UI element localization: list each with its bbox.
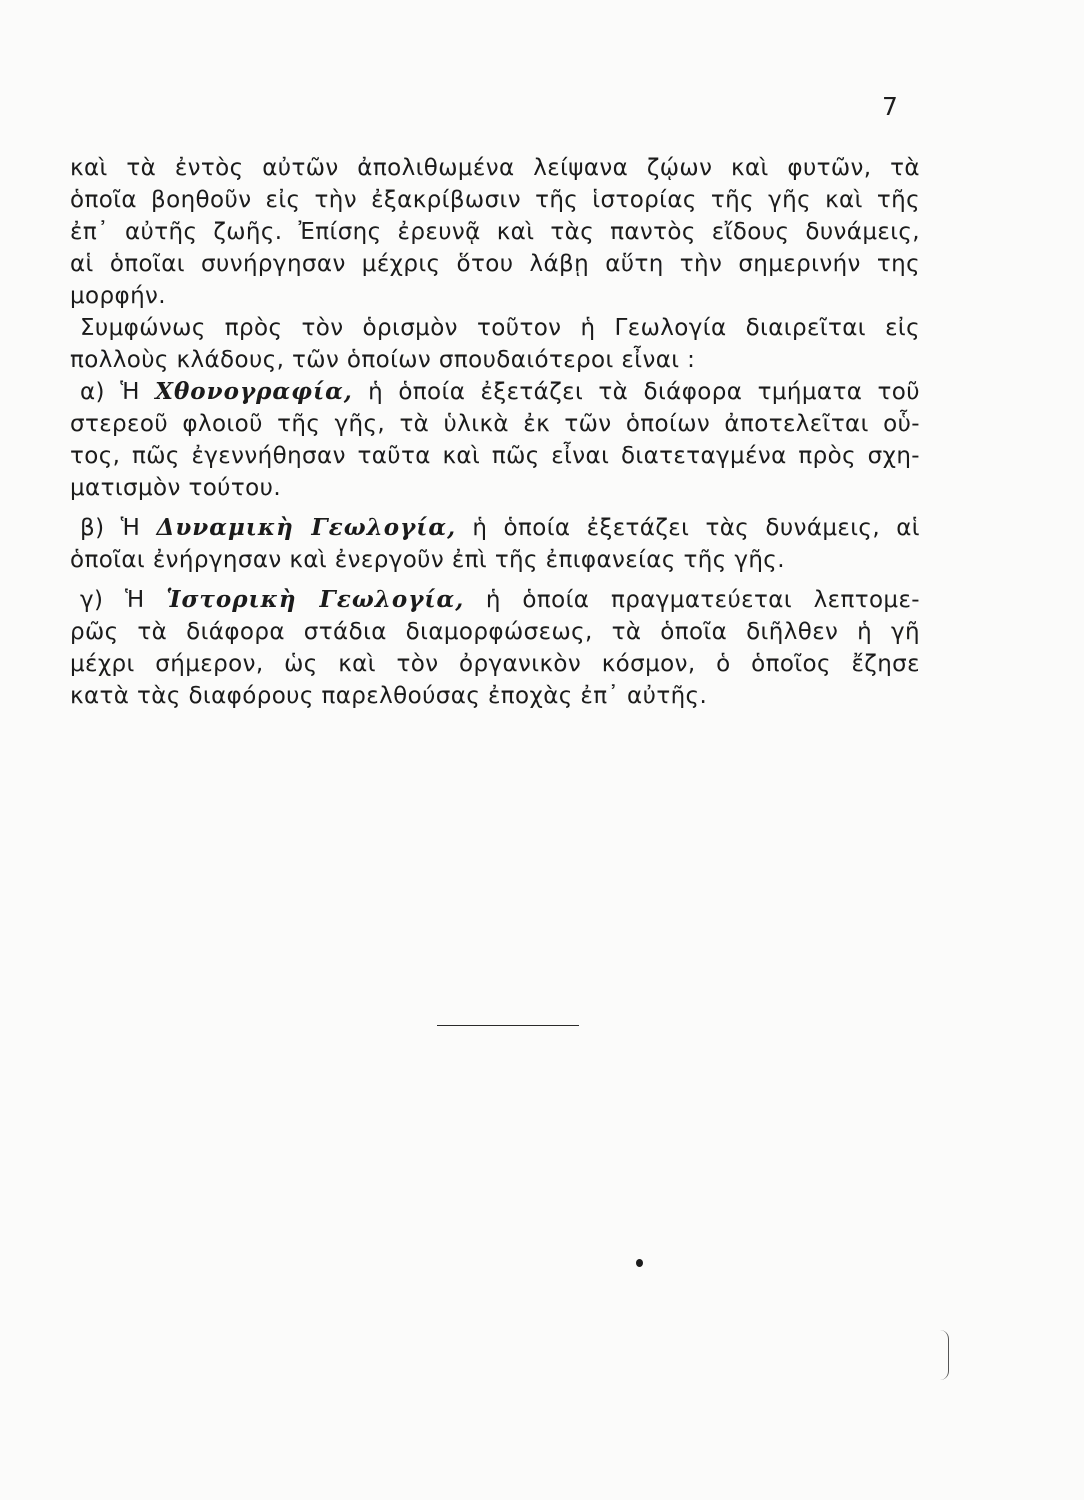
text-line: πολλοὺς κλάδους, τῶν ὁποίων σπουδαιότεροι εἶναι : [70,347,696,373]
branch-prefix: γ) Ἡ [80,587,145,613]
branch-term: Χθονογραφία, [155,378,353,405]
body-text [70,152,930,712]
branch-heading-line [70,512,920,544]
text-line: ρῶς τὰ διάφορα στάδια διαμορφώσεως, τὰ ὁποῖα διῆλθεν ἡ γῆ [70,619,920,645]
section-separator-rule [437,1025,579,1026]
branch-term: Δυναμικὴ Γεωλογία, [156,514,457,541]
text-line: μέχρι σήμερον, ὡς καὶ τὸν ὀργανικὸν κόσμον, ὁ ὁποῖος ἔζησε [70,651,920,677]
text-line: ὁποῖα βοηθοῦν εἰς τὴν ἐξακρίβωσιν τῆς ἱστορίας τῆς γῆς καὶ τῆς [70,187,920,213]
text-line: ματισμὸν τούτου. [70,475,282,501]
branch-item-dynamic-geology [70,512,930,576]
branch-prefix: β) Ἡ [80,515,141,541]
branch-description: ἡ ὁποία ἐξετάζει τὰς δυνάμεις, αἱ [472,515,920,541]
text-line: μορφήν. [70,283,167,309]
text-line: στερεοῦ φλοιοῦ τῆς γῆς, τὰ ὑλικὰ ἐκ τῶν ὁποίων ἀποτελεῖται οὗ- [70,411,920,437]
branch-description: ἡ ὁποία ἐξετάζει τὰ διάφορα τμήματα τοῦ [368,379,920,405]
page-edge-mark [940,1330,949,1380]
text-line: ἐπ᾿ αὐτῆς ζωῆς. Ἐπίσης ἐρευνᾷ καὶ τὰς παντὸς εἴδους δυνάμεις, [70,219,920,245]
paragraph-first-line: Συμφώνως πρὸς τὸν ὁρισμὸν τοῦτον ἡ Γεωλογία διαιρεῖται εἰς [80,315,920,341]
text-line: καὶ τὰ ἐντὸς αὐτῶν ἀπολιθωμένα λείψανα ζῴων καὶ φυτῶν, τὰ [70,155,920,181]
branch-term: Ἱστορικὴ Γεωλογία, [166,586,465,613]
page-number: 7 [882,92,898,121]
branch-prefix: α) Ἡ [80,379,140,405]
branch-item-chthonography [70,376,930,504]
text-line: κατὰ τὰς διαφόρους παρελθούσας ἐποχὰς ἐπ᾿ αὐτῆς. [70,683,708,709]
ink-speck [636,1259,643,1267]
branch-heading-line [70,584,920,616]
branch-item-historical-geology [70,584,930,712]
branch-heading-line [70,376,920,408]
text-line: τος, πῶς ἐγεννήθησαν ταῦτα καὶ πῶς εἶναι διατεταγμένα πρὸς σχη- [70,443,920,469]
text-line: αἱ ὁποῖαι συνήργησαν μέχρις ὅτου λάβῃ αὕτη τὴν σημερινήν της [70,251,920,277]
branch-description: ἡ ὁποία πραγματεύεται λεπτομε- [485,587,920,613]
text-line: ὁποῖαι ἐνήργησαν καὶ ἐνεργοῦν ἐπὶ τῆς ἐπιφανείας τῆς γῆς. [70,547,785,573]
